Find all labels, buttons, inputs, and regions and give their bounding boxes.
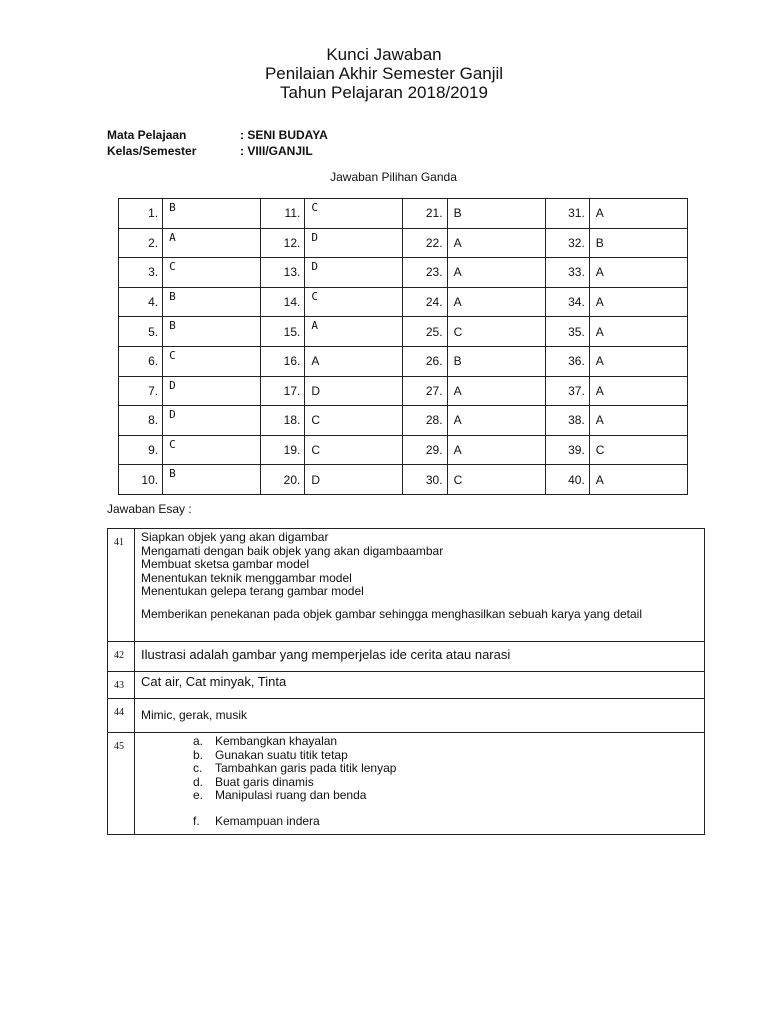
essay-number: 43 [108,672,135,699]
question-number: 30. [403,465,447,495]
document-meta [107,127,328,159]
essay-answer-45 [135,733,705,835]
answer-letter: D [305,228,403,258]
essay-row-41 [108,529,705,642]
question-number: 21. [403,199,447,229]
essay-answer-42: Ilustrasi adalah gambar yang memperjelas ide cerita atau narasi [135,642,705,672]
answer-letter: A [589,287,687,317]
essay-list [141,735,698,828]
answer-letter: C [447,465,545,495]
answer-letter: A [589,465,687,495]
question-number: 22. [403,228,447,258]
essay-line: Siapkan objek yang akan digambar [141,530,329,544]
essay-line: Membuat sketsa gambar model [141,557,310,571]
answer-letter: B [163,465,261,495]
answer-letter: D [305,376,403,406]
list-item: b. Gunakan suatu titik tetap [193,747,348,762]
subject-label: Mata Pelajaan [107,128,187,142]
question-number: 12. [261,228,305,258]
essay-number: 41 [108,529,135,642]
question-number: 9. [119,435,163,465]
essay-answer-43: Cat air, Cat minyak, Tinta [135,672,705,699]
title-line-1: Kunci Jawaban [326,45,442,64]
question-number: 37. [545,376,589,406]
title-line-2: Penilaian Akhir Semester Ganjil [264,64,504,83]
question-number: 26. [403,346,447,376]
class-label: Kelas/Semester [107,144,197,158]
answer-letter: D [163,406,261,436]
answer-letter: A [589,346,687,376]
answer-letter: A [447,258,545,288]
answer-letter: C [305,406,403,436]
essay-answer-44: Mimic, gerak, musik [135,699,705,733]
essay-row-43 [108,672,705,699]
mc-row [119,465,688,495]
answer-letter: A [589,317,687,347]
essay-row-44 [108,699,705,733]
question-number: 33. [545,258,589,288]
question-number: 23. [403,258,447,288]
question-number: 40. [545,465,589,495]
mc-row [119,406,688,436]
answer-letter: A [589,406,687,436]
essay-heading: Jawaban Esay : [107,502,192,516]
essay-line-extra: Memberikan penekanan pada objek gambar sehingga menghasilkan sebuah karya yang detail [141,606,642,621]
answer-letter: A [589,199,687,229]
question-number: 38. [545,406,589,436]
multiple-choice-table [118,198,688,495]
question-number: 31. [545,199,589,229]
subject-value: : SENI BUDAYA [240,128,328,142]
mc-row [119,228,688,258]
question-number: 29. [403,435,447,465]
question-number: 32. [545,228,589,258]
answer-letter: C [447,317,545,347]
question-number: 4. [119,287,163,317]
answer-letter: C [163,258,261,288]
answer-letter: A [305,346,403,376]
meta-class-row [107,143,328,159]
question-number: 6. [119,346,163,376]
essay-number: 45 [108,733,135,835]
list-item: d. Buat garis dinamis [193,774,314,789]
answer-letter: A [447,376,545,406]
answer-letter: A [589,258,687,288]
answer-letter: A [305,317,403,347]
question-number: 20. [261,465,305,495]
question-number: 18. [261,406,305,436]
question-number: 16. [261,346,305,376]
question-number: 11. [261,199,305,229]
question-number: 19. [261,435,305,465]
list-item: e. Manipulasi ruang dan benda [193,788,367,802]
answer-letter: A [447,406,545,436]
essay-number: 42 [108,642,135,672]
multiple-choice-heading: Jawaban Pilihan Ganda [330,170,457,184]
question-number: 28. [403,406,447,436]
answer-letter: C [305,435,403,465]
question-number: 1. [119,199,163,229]
question-number: 36. [545,346,589,376]
essay-row-45 [108,733,705,835]
class-value: : VIII/GANJIL [240,144,313,158]
answer-letter: C [305,199,403,229]
question-number: 17. [261,376,305,406]
mc-row [119,435,688,465]
list-item: f. Kemampuan indera [193,813,320,828]
question-number: 27. [403,376,447,406]
answer-letter: A [589,376,687,406]
essay-line: Menentukan gelepa terang gambar model [141,584,364,598]
essay-row-42 [108,642,705,672]
question-number: 34. [545,287,589,317]
answer-letter: A [447,287,545,317]
essay-answer-41 [135,529,705,642]
question-number: 2. [119,228,163,258]
list-item: a. Kembangkan khayalan [193,734,338,748]
mc-row [119,376,688,406]
mc-row [119,346,688,376]
answer-letter: C [589,435,687,465]
title-line-3: Tahun Pelajaran 2018/2019 [280,83,488,102]
question-number: 25. [403,317,447,347]
mc-row [119,258,688,288]
answer-letter: B [447,199,545,229]
question-number: 10. [119,465,163,495]
answer-letter: C [163,435,261,465]
essay-line: Menentukan teknik menggambar model [141,570,352,585]
answer-letter: B [163,317,261,347]
document-title [0,45,768,102]
answer-letter: B [589,228,687,258]
answer-letter: A [163,228,261,258]
answer-letter: C [305,287,403,317]
multiple-choice-body [119,199,688,495]
answer-letter: D [305,258,403,288]
mc-row [119,199,688,229]
question-number: 8. [119,406,163,436]
question-number: 14. [261,287,305,317]
answer-letter: A [447,435,545,465]
question-number: 3. [119,258,163,288]
question-number: 39. [545,435,589,465]
answer-letter: B [447,346,545,376]
essay-number: 44 [108,699,135,733]
answer-letter: B [163,287,261,317]
answer-letter: A [447,228,545,258]
list-item: c. Tambahkan garis pada titik lenyap [193,761,397,775]
question-number: 5. [119,317,163,347]
answer-letter: D [163,376,261,406]
answer-letter: C [163,346,261,376]
essay-line: Mengamati dengan baik objek yang akan digambaambar [141,543,444,558]
essay-table [107,528,705,835]
mc-row [119,287,688,317]
question-number: 13. [261,258,305,288]
question-number: 15. [261,317,305,347]
question-number: 35. [545,317,589,347]
meta-subject-row [107,127,328,143]
answer-letter: B [163,199,261,229]
question-number: 7. [119,376,163,406]
mc-row [119,317,688,347]
answer-letter: D [305,465,403,495]
question-number: 24. [403,287,447,317]
